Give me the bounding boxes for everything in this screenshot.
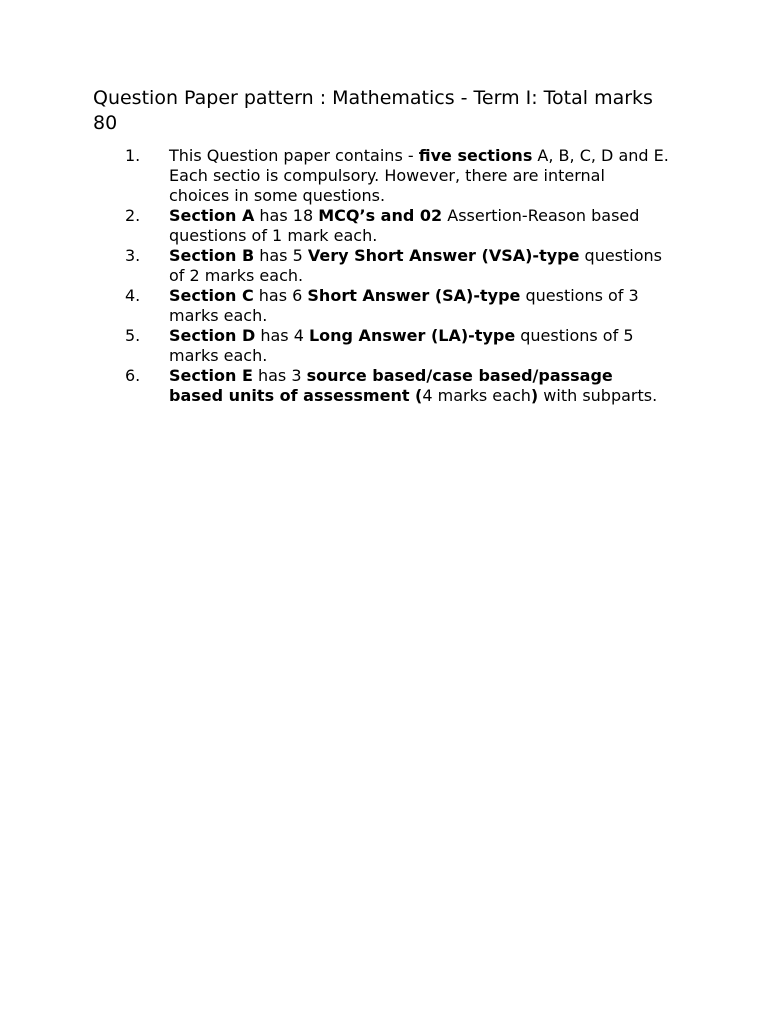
text-segment: questions of 3 marks each.	[169, 286, 639, 325]
text-segment: A, B, C, D and E. Each sectio is compulsory. However, there are internal choices in some questions.	[169, 146, 669, 205]
item-text	[169, 146, 669, 206]
text-segment: has 5	[254, 246, 308, 265]
text-segment: has 3	[252, 366, 307, 385]
item-number: 5.	[125, 326, 141, 345]
bold-text-segment: Section A	[169, 206, 255, 225]
instruction-item	[0, 286, 768, 326]
item-text	[169, 206, 669, 246]
item-number: 2.	[125, 206, 141, 225]
bold-text-segment: source based/case based/passage based units of assessment (	[169, 366, 613, 405]
bold-text-segment: five sections	[418, 146, 533, 165]
item-text	[169, 246, 669, 286]
text-segment: has 18	[254, 206, 319, 225]
bold-text-segment: Section C	[169, 286, 254, 305]
document-title: Question Paper pattern : Mathematics - Term I: Total marks 80	[93, 87, 653, 134]
text-segment: This Question paper contains -	[169, 146, 419, 165]
bold-text-segment: Section D	[169, 326, 256, 345]
bold-text-segment: Short Answer (SA)-type	[307, 286, 521, 305]
text-segment: has 4	[255, 326, 309, 345]
text-segment: has 6	[253, 286, 308, 305]
instruction-item	[0, 326, 768, 366]
item-number: 4.	[125, 286, 141, 305]
item-text	[169, 286, 669, 326]
text-segment: questions of 5 marks each.	[169, 326, 634, 365]
instruction-item	[0, 206, 768, 246]
instruction-item	[0, 366, 768, 406]
instruction-item	[0, 146, 768, 206]
item-number: 3.	[125, 246, 141, 265]
bold-text-segment: )	[530, 386, 539, 405]
item-number: 6.	[125, 366, 141, 385]
text-segment: with subparts.	[538, 386, 658, 405]
bold-text-segment: MCQ’s and 02	[318, 206, 443, 225]
text-segment: 4 marks each	[422, 386, 531, 405]
text-segment: questions of 2 marks each.	[169, 246, 662, 285]
item-text	[169, 326, 669, 366]
bold-text-segment: Section E	[169, 366, 253, 385]
text-segment: Assertion-Reason based questions of 1 mark each.	[169, 206, 640, 245]
item-text	[169, 366, 669, 406]
instruction-list	[0, 146, 768, 406]
bold-text-segment: Very Short Answer (VSA)-type	[307, 246, 580, 265]
bold-text-segment: Section B	[169, 246, 255, 265]
item-number: 1.	[125, 146, 141, 165]
bold-text-segment: Long Answer (LA)-type	[308, 326, 516, 345]
instruction-item	[0, 246, 768, 286]
